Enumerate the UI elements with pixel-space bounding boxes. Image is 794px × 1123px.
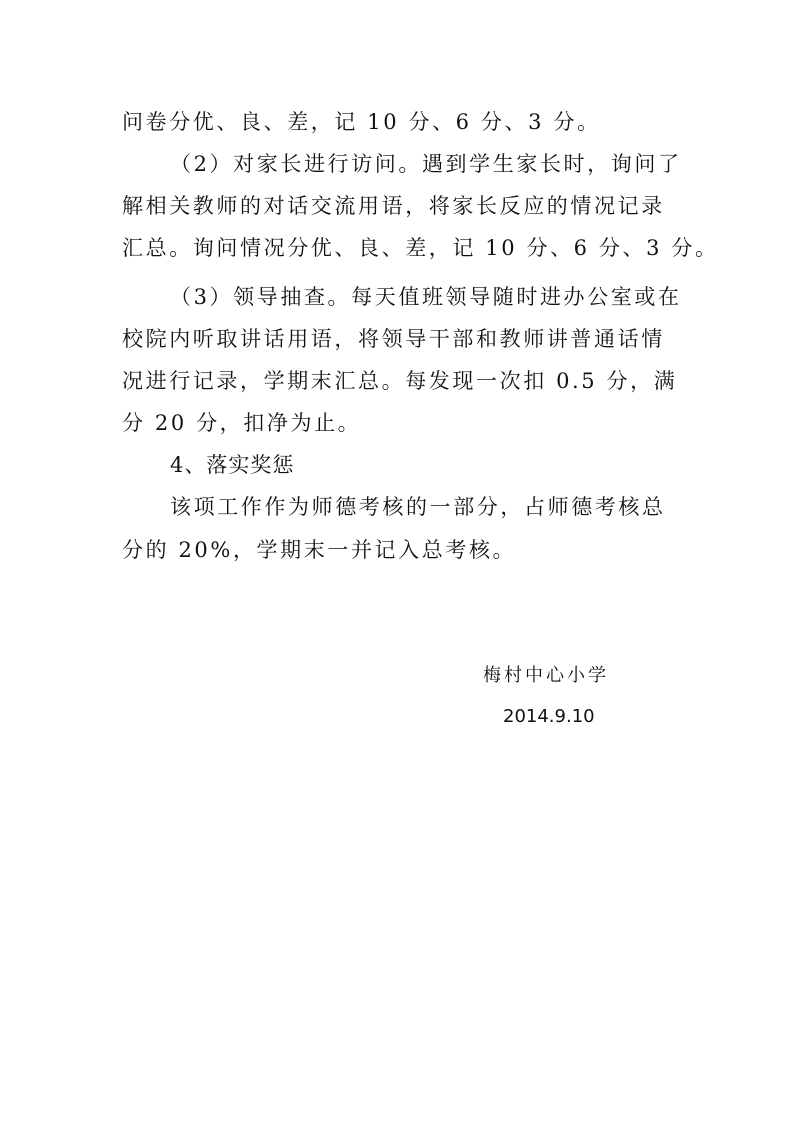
paragraph-4-line-1: 该项工作作为师德考核的一部分，占师德考核总 [170,495,666,519]
paragraph-3-line-2: 校院内听取讲话用语，将领导干部和教师讲普通话情 [122,327,665,351]
signature-organization: 梅村中心小学 [483,665,609,686]
paragraph-3-line-1: （3）领导抽查。每天值班领导随时进办公室或在 [170,285,682,309]
paragraph-4-line-2: 分的 20%，学期末一并记入总考核。 [122,538,517,562]
paragraph-3-line-4: 分 20 分，扣净为止。 [122,411,362,435]
signature-date: 2014.9.10 [503,706,595,727]
paragraph-2-line-3: 汇总。询问情况分优、良、差，记 10 分、6 分、3 分。 [122,236,719,260]
section-heading: 4、落实奖惩 [170,453,295,477]
paragraph-3-line-3: 况进行记录，学期末汇总。每发现一次扣 0.5 分，满 [122,369,678,393]
paragraph-2-line-2: 解相关教师的对话交流用语，将家长反应的情况记录 [122,194,665,218]
paragraph-1-line-1: 问卷分优、良、差，记 10 分、6 分、3 分。 [122,110,601,134]
paragraph-2-line-1: （2）对家长进行访问。遇到学生家长时，询问了 [170,152,682,176]
